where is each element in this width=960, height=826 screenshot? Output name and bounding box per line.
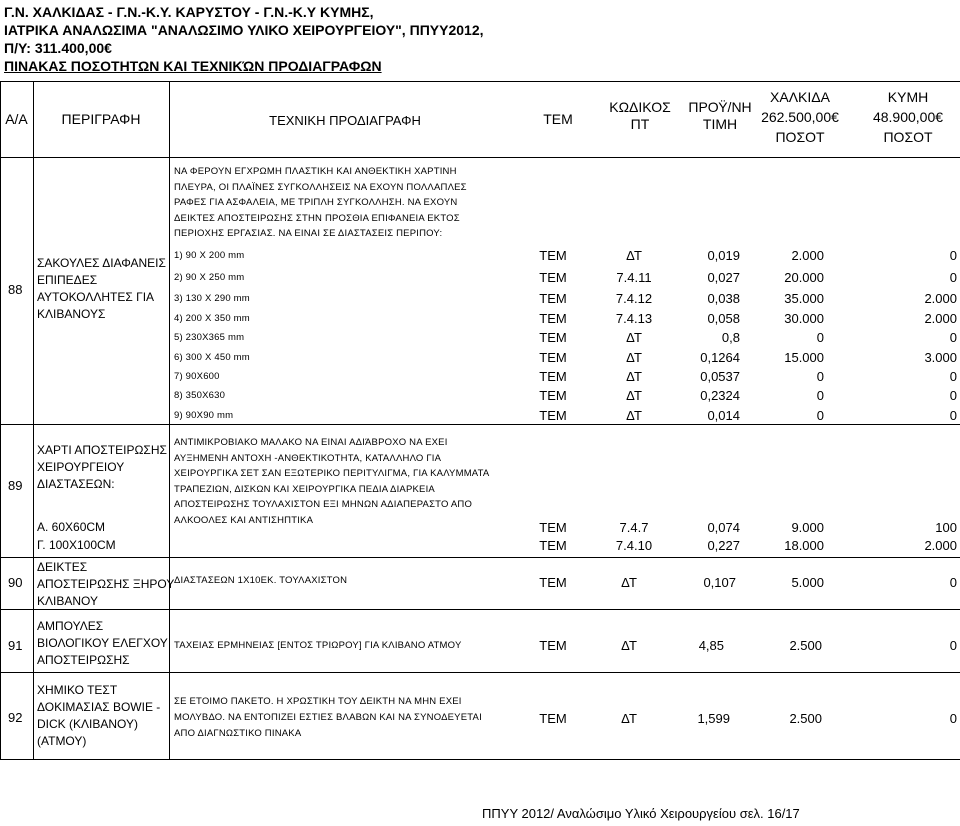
item88-row-1-code: ΔΤ xyxy=(626,248,642,263)
item88-row-9-chalkida: 0 xyxy=(816,408,824,423)
item-90-code: ΔΤ xyxy=(621,575,637,590)
item88-row-4-chalkida: 30.000 xyxy=(784,311,824,326)
item88-row-9-kymi: 0 xyxy=(949,408,957,423)
item-88-description: ΣΑΚΟΥΛΕΣ ΔΙΑΦΑΝΕΙΣ ΕΠΙΠΕΔΕΣ ΑΥΤΟΚΟΛΛΗΤΕΣ ΓΙΑ ΚΛΙΒΑΝΟΥΣ xyxy=(37,256,166,321)
item-90-chalkida: 5.000 xyxy=(791,575,824,590)
item-92-spec: ΣΕ ΕΤΟΙΜΟ ΠΑΚΕΤΟ. Η ΧΡΩΣΤΙΚΗ ΤΟΥ ΔΕΙΚΤΗ ΝΑ ΜΗΝ ΕΧΕΙ ΜΟΛΥΒΔΟ. ΝΑ ΕΝΤΟΠΙΖΕΙ ΕΣΤΙΕΣ ΒΛΑΒΩΝ ΚΑΙ ΝΑ ΣΥΝΟΔΕΥΕΤΑΙ ΑΠΟ ΔΙΑΓΝΩΣΤΙΚΟ ΠΙΝΑΚΑ xyxy=(174,696,482,739)
item-91-price: 4,85 xyxy=(698,638,724,653)
item89-row-1-chalkida: 9.000 xyxy=(791,520,824,535)
item88-row-1-price: 0,019 xyxy=(707,248,740,263)
item88-row-7-price: 0,0537 xyxy=(700,369,740,384)
item88-row-8-chalkida: 0 xyxy=(816,388,824,403)
item-92-price: 1,599 xyxy=(697,711,730,726)
item89-row-2-kymi: 2.000 xyxy=(924,538,957,553)
col-code: ΚΩΔΙΚΟΣ ΠΤ xyxy=(609,99,671,132)
item-92-description: ΧΗΜΙΚΟ ΤΕΣΤ ΔΟΚΙΜΑΣΙΑΣ BOWIE - DICK (ΚΛΙΒΑΝΟΥ) (ΑΤΜΟΥ) xyxy=(37,683,161,748)
header-line-4: ΠΙΝΑΚΑΣ ΠΟΣΟΤΗΤΩΝ ΚΑΙ ΤΕΧΝΙΚΏΝ ΠΡΟΔΙΑΓΡΑΦΩΝ xyxy=(4,58,382,74)
col-chalkida: ΧΑΛΚΙΔΑ 262.500,00€ ΠΟΣΟΤ xyxy=(761,89,839,145)
item88-row-7-chalkida: 0 xyxy=(816,369,824,384)
item-90-unit: ΤΕΜ xyxy=(539,575,567,590)
col-kymi: ΚΥΜΗ 48.900,00€ ΠΟΣΟΤ xyxy=(872,89,944,145)
item-92-kymi: 0 xyxy=(949,711,957,726)
item88-row-7-kymi: 0 xyxy=(949,369,957,384)
item-90-kymi: 0 xyxy=(949,575,957,590)
item88-row-1-size: 1) 90 X 200 mm xyxy=(174,250,245,261)
item89-row-1-code: 7.4.7 xyxy=(619,520,649,535)
item89-row-1-unit: ΤΕΜ xyxy=(539,520,567,535)
header-line-3: Π/Υ: 311.400,00€ xyxy=(4,40,112,56)
item-92-unit: ΤΕΜ xyxy=(539,711,567,726)
item88-row-9-unit: ΤΕΜ xyxy=(539,408,567,423)
item88-row-2-size: 2) 90 X 250 mm xyxy=(174,272,245,283)
col-unit: ΤΕΜ xyxy=(543,111,573,127)
item88-row-8-kymi: 0 xyxy=(949,388,957,403)
item88-row-9-code: ΔΤ xyxy=(626,408,642,423)
item88-row-2-price: 0,027 xyxy=(707,270,740,285)
item-88-spec: ΝΑ ΦΕΡΟΥΝ ΕΓΧΡΩΜΗ ΠΛΑΣΤΙΚΗ ΚΑΙ ΑΝΘΕΚΤΙΚΗ ΧΑΡΤΙΝΗ ΠΛΕΥΡΑ, ΟΙ ΠΛΑΪΝΕΣ ΣΥΓΚΟΛΛΗΣΕΙΣ ΝΑ ΕΧΟΥΝ ΠΟΛΛΑΠΛΕΣ ΡΑΦΕΣ ΓΙΑ ΑΣΦΑΛΕΙΑ, ΜΕ ΤΡΙΠΛΗ ΣΥΓΚΟΛΛΗΣΗ. ΝΑ ΕΧΟΥΝ ΔΕΙΚΤΕΣ ΑΠΟΣΤΕΙΡΩΣΗΣ ΣΤΗΝ ΠΡΟΣΘΙΑ ΕΠΙΦΑΝΕΙΑ ΕΚΤΟΣ ΠΕΡΙΟΧΗΣ ΕΡΓΑΣΙΑΣ. ΝΑ ΕΙΝΑΙ ΣΕ ΔΙΑΣΤΑΣΕΙΣ ΠΕΡΙΠΟΥ: xyxy=(174,166,467,239)
item88-row-3-price: 0,038 xyxy=(707,291,740,306)
item88-row-9-size: 9) 90X90 mm xyxy=(174,410,234,421)
item88-row-6-kymi: 3.000 xyxy=(924,350,957,365)
item88-row-4-kymi: 2.000 xyxy=(924,311,957,326)
item88-row-7-unit: ΤΕΜ xyxy=(539,369,567,384)
item88-row-6-unit: ΤΕΜ xyxy=(539,350,567,365)
item-92-chalkida: 2.500 xyxy=(789,711,822,726)
item-88-number: 88 xyxy=(8,282,23,297)
item89-row-1-kymi: 100 xyxy=(935,520,957,535)
item-91-description: ΑΜΠΟΥΛΕΣ ΒΙΟΛΟΓΙΚΟΥ ΕΛΕΓΧΟΥ ΑΠΟΣΤΕΙΡΩΣΗΣ xyxy=(37,619,168,667)
item-90-number: 90 xyxy=(8,575,23,590)
item88-row-8-price: 0,2324 xyxy=(700,388,740,403)
item89-row-1-size: Α. 60Χ60CM xyxy=(37,520,106,534)
item88-row-1-unit: ΤΕΜ xyxy=(539,248,567,263)
item-91-chalkida: 2.500 xyxy=(789,638,822,653)
col-aa: Α/Α xyxy=(5,111,28,127)
item-92-code: ΔΤ xyxy=(621,711,637,726)
col-description: ΠΕΡΙΓΡΑΦΗ xyxy=(61,111,141,127)
item89-row-2-code: 7.4.10 xyxy=(615,538,653,553)
item88-row-5-unit: ΤΕΜ xyxy=(539,330,567,345)
item-90-price: 0,107 xyxy=(703,575,736,590)
item88-row-5-code: ΔΤ xyxy=(626,330,642,345)
item88-row-8-unit: ΤΕΜ xyxy=(539,388,567,403)
item-91-unit: ΤΕΜ xyxy=(539,638,567,653)
item88-row-4-price: 0,058 xyxy=(707,311,740,326)
item89-row-2-unit: ΤΕΜ xyxy=(539,538,567,553)
item88-row-1-kymi: 0 xyxy=(949,248,957,263)
item88-row-2-chalkida: 20.000 xyxy=(784,270,824,285)
item89-row-2-chalkida: 18.000 xyxy=(784,538,824,553)
item88-row-6-price: 0,1264 xyxy=(700,350,740,365)
item-91-number: 91 xyxy=(8,638,23,653)
item-90-spec: ΔΙΑΣΤΑΣΕΩΝ 1Χ10ΕΚ. ΤΟΥΛΑΧΙΣΤΟΝ xyxy=(174,575,348,586)
item88-row-8-code: ΔΤ xyxy=(626,388,642,403)
item88-row-6-chalkida: 15.000 xyxy=(784,350,824,365)
item-90-description: ΔΕΙΚΤΕΣ ΑΠΟΣΤΕΙΡΩΣΗΣ ΞΗΡΟΥ ΚΛΙΒΑΝΟΥ xyxy=(37,560,175,608)
item-92-number: 92 xyxy=(8,710,23,725)
item88-row-3-unit: ΤΕΜ xyxy=(539,291,567,306)
item88-row-2-unit: ΤΕΜ xyxy=(539,270,567,285)
item-91-code: ΔΤ xyxy=(621,638,637,653)
item88-row-4-unit: ΤΕΜ xyxy=(539,311,567,326)
item88-row-3-kymi: 2.000 xyxy=(924,291,957,306)
item88-row-3-size: 3) 130 X 290 mm xyxy=(174,293,250,304)
item89-row-2-price: 0,227 xyxy=(707,538,740,553)
item88-row-2-kymi: 0 xyxy=(949,270,957,285)
item88-row-4-size: 4) 200 X 350 mm xyxy=(174,313,250,324)
item89-row-2-size: Γ. 100Χ100CM xyxy=(37,538,116,552)
item88-row-5-chalkida: 0 xyxy=(816,330,824,345)
item-91-spec: ΤΑΧΕΙΑΣ ΕΡΜΗΝΕΙΑΣ [ΕΝΤΟΣ ΤΡΙΩΡΟΥ] ΓΙΑ ΚΛΙΒΑΝΟ ΑΤΜΟΥ xyxy=(174,640,462,651)
item-89-number: 89 xyxy=(8,478,23,493)
header-line-2: ΙΑΤΡΙΚΑ ΑΝΑΛΩΣΙΜΑ "ΑΝΑΛΩΣΙΜΟ ΥΛΙΚΟ ΧΕΙΡΟΥΡΓΕΙΟΥ", ΠΠΥΥ2012, xyxy=(4,22,484,38)
item-89-spec: ΑΝΤΙΜΙΚΡΟΒΙΑΚΟ ΜΑΛΑΚΟ ΝΑ ΕΙΝΑΙ ΑΔΙΆΒΡΟΧΟ ΝΑ ΕΧΕΙ ΑΥΞΗΜΕΝΗ ΑΝΤΟΧΗ -ΑΝΘΕΚΤΙΚΟΤΗΤΑ, ΚΑΤΑΛΛΗΛΟ ΓΙΑ ΧΕΙΡΟΥΡΓΙΚΑ ΣΕΤ ΣΑΝ ΕΞΩΤΕΡΙΚΟ ΠΕΡΙΤΥΛΙΓΜΑ, ΓΙΑ ΚΑΛΥΜΜΑΤΑ ΤΡΑΠΕΖΙΩΝ, ΔΙΣΚΩΝ ΚΑΙ ΧΕΙΡΟΥΡΓΙΚΑ ΠΕΔΙΑ ΔΙΑΡΚΕΙΑ ΑΠΟΣΤΕΙΡΩΣΗΣ ΤΟΥΛΑΧΙΣΤΟΝ ΕΞΙ ΜΗΝΩΝ ΑΔΙΑΠΕΡΑΣΤΟ ΑΠΟ ΑΛΚΟΟΛΕΣ ΚΑΙ ΑΝΤΙΣΗΠΤΙΚΑ xyxy=(174,437,490,526)
item88-row-6-size: 6) 300 X 450 mm xyxy=(174,352,250,363)
item88-row-7-code: ΔΤ xyxy=(626,369,642,384)
page-footer: ΠΠΥΥ 2012/ Αναλώσιμο Υλικό Χειρουργείου σελ. 16/17 xyxy=(482,806,800,821)
item88-row-3-chalkida: 35.000 xyxy=(784,291,824,306)
item88-row-1-chalkida: 2.000 xyxy=(791,248,824,263)
item88-row-5-size: 5) 230X365 mm xyxy=(174,332,245,343)
item-89-description: ΧΑΡΤΙ ΑΠΟΣΤΕΙΡΩΣΗΣ ΧΕΙΡΟΥΡΓΕΙΟΥ ΔΙΑΣΤΑΣΕΩΝ: xyxy=(37,443,167,491)
item88-row-6-code: ΔΤ xyxy=(626,350,642,365)
item88-row-2-code: 7.4.11 xyxy=(616,270,652,285)
item88-row-5-kymi: 0 xyxy=(949,330,957,345)
col-spec: ΤΕΧΝΙΚΗ ΠΡΟΔΙΑΓΡΑΦΗ xyxy=(269,113,421,128)
item89-row-1-price: 0,074 xyxy=(707,520,740,535)
item-91-kymi: 0 xyxy=(949,638,957,653)
header-line-1: Γ.Ν. ΧΑΛΚΙΔΑΣ - Γ.Ν.-Κ.Υ. ΚΑΡΥΣΤΟΥ - Γ.Ν.-Κ.Υ ΚΥΜΗΣ, xyxy=(4,4,374,20)
item88-row-8-size: 8) 350X630 xyxy=(174,390,226,401)
col-price: ΠΡΟΫ/ΝΗ ΤΙΜΗ xyxy=(688,99,752,132)
item88-row-7-size: 7) 90X600 xyxy=(174,371,220,382)
item88-row-4-code: 7.4.13 xyxy=(615,311,653,326)
item88-row-5-price: 0,8 xyxy=(721,330,740,345)
item88-row-9-price: 0,014 xyxy=(707,408,740,423)
item88-row-3-code: 7.4.12 xyxy=(615,291,653,306)
